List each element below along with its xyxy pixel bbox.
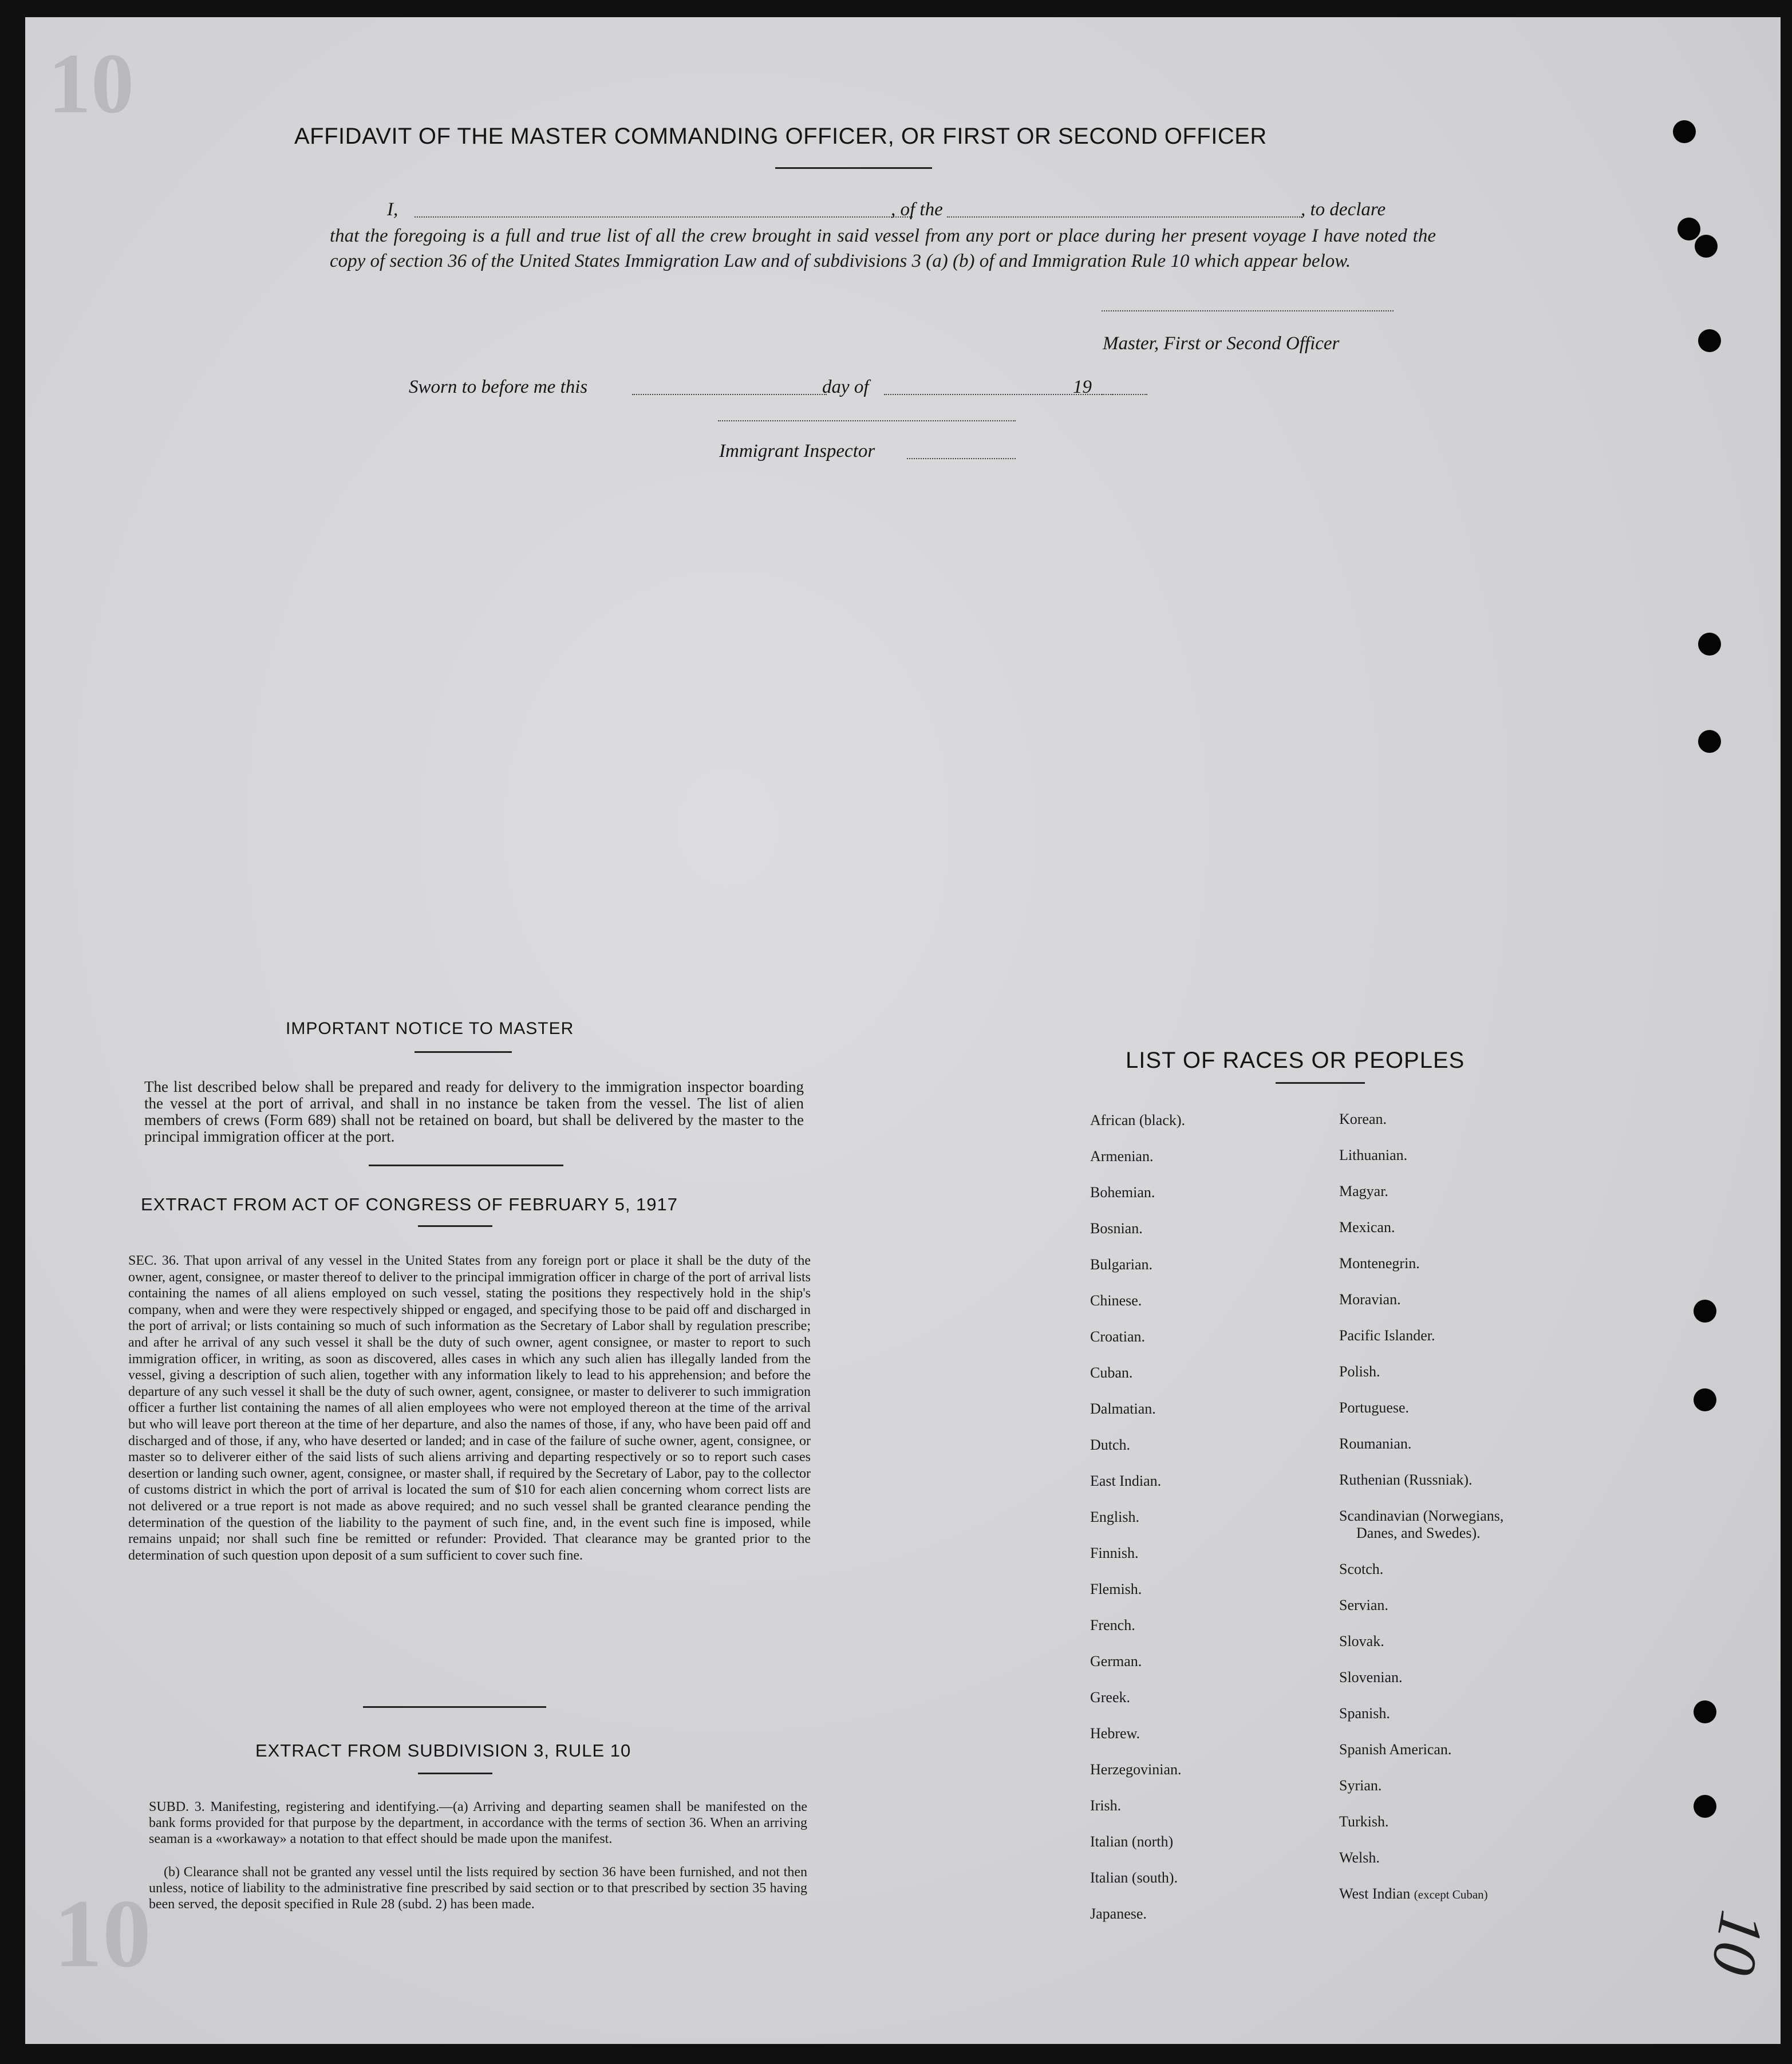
notice-underline (415, 1051, 512, 1053)
race-item: Bosnian. (1090, 1220, 1143, 1237)
race-item: Scotch. (1339, 1561, 1384, 1577)
race-item: Italian (south). (1090, 1869, 1178, 1886)
vessel-blank[interactable] (947, 216, 1302, 218)
race-item: Dalmatian. (1090, 1400, 1156, 1417)
punch-hole (1695, 235, 1718, 258)
affidavit-to-declare: , to declare (1301, 199, 1386, 220)
act-divider (363, 1706, 546, 1708)
race-item: Portuguese. (1339, 1399, 1410, 1416)
race-item-continued: Danes, and Swedes). (1356, 1525, 1481, 1541)
sworn-year: 19 (1073, 377, 1092, 397)
race-item: Dutch. (1090, 1436, 1131, 1453)
race-item: Scandinavian (Norwegians, (1339, 1507, 1504, 1524)
handwritten-page-number: 10 (1698, 1905, 1778, 1980)
race-item: Roumanian. (1339, 1435, 1412, 1452)
name-blank[interactable] (415, 216, 913, 218)
race-item: Chinese. (1090, 1292, 1142, 1309)
sworn-prefix: Sworn to before me this (409, 377, 588, 397)
affidavit-title: AFFIDAVIT OF THE MASTER COMMANDING OFFICER, OR FIRST OR SECOND OFFICER (294, 124, 1267, 149)
corner-stamp-bottom: 10 (54, 1880, 151, 1987)
race-item: East Indian. (1090, 1473, 1162, 1489)
race-item: Spanish. (1339, 1705, 1390, 1722)
rule-subd-a: SUBD. 3. Manifesting, registering and identifying.—(a) Arriving and departing seamen shall be manifested on the bank forms provided for that purpose by the department, in accordance with the terms of section 36. When an arriving seaman is a «workaway» a notation to that effect should be made upon the manifest. (149, 1799, 807, 1846)
race-item: Croatian. (1090, 1328, 1146, 1345)
race-item: Flemish. (1090, 1581, 1142, 1597)
race-item: Servian. (1339, 1597, 1388, 1613)
race-item: French. (1090, 1617, 1135, 1633)
punch-hole (1694, 1388, 1716, 1411)
inspector-blank[interactable] (907, 458, 1016, 459)
race-item: Japanese. (1090, 1905, 1147, 1922)
punch-hole (1694, 1700, 1716, 1723)
affidavit-of-the: , of the (891, 199, 943, 220)
punch-hole (1694, 1795, 1716, 1818)
race-item: English. (1090, 1509, 1139, 1525)
inspector-label: Immigrant Inspector (719, 441, 875, 461)
race-item (1339, 1885, 1488, 1903)
race-item: Korean. (1339, 1111, 1387, 1127)
notice-title: IMPORTANT NOTICE TO MASTER (286, 1019, 574, 1038)
act-extract-body: SEC. 36. That upon arrival of any vessel in the United States from any foreign port or place it shall be the duty of the owner, agent, consignee, or master thereof to deliver to the principal immigration officer in charge of the port of arrival lists containing the names of all aliens employed on such vessel, stating the positions they respectively hold in the ship's company, when and were they were respectively shipped or engaged, and specifying those to be paid off and discharged in the port of arrival; or lists containing so much of such information as the Secretary of Labor shall by regulation prescribe; and after he arrival of any such vessel it shall be the duty of such owner, agent consignee, or master to report to such immigration officer, in writing, as soon as discovered, alles cases in which any such alien has illegally landed from the vessel, giving a description of such alien, together with any information likely to lead to his apprehension; and before the departure of any such vessel it shall be the duty of such owner, agent, consignee, or master to deliverer to such immigration officer a further list containing the names of all alien employees who were not employed thereon at the time of the arrival but who will leave port thereon at the time of her departure, and also the names of those, if any, who have been paid off and discharged and of those, if any, who have deserted or landed; and in case of the failure of suche owner, agent, consignee, or master so to deliverer either of the said lists of such aliens arriving and departing respectively or so to report such cases desertion or landing such owner, agent, consignee, or master shall, if required by the Secretary of Labor, pay to the collector of customs district in which the port of arrival is located the sum of $10 for each alien concerning whom correct lists are not delivered or a true report is not made as above required; and no such vessel shall be granted clearance pending the determination of the question of the liability to the payment of such fine, and, in the event such fine is imposed, while remains unpaid; nor shall such fine be remitted or refunder: Provided. That clearance may be granted prior to the determination of such question upon deposit of a sum sufficient to cover such fine. (128, 1253, 811, 1563)
race-item: Pacific Islander. (1339, 1327, 1435, 1344)
inspector-signature-blank[interactable] (718, 420, 1016, 421)
race-item: German. (1090, 1653, 1142, 1670)
rule-subd-b: (b) Clearance shall not be granted any vessel until the lists required by section 36 have been furnished, and not then unless, notice of liability to the administrative fine prescribed by said section or to that prescribed by section 35 having been served, the deposit specified in Rule 28 (subd. 2) has been made. (149, 1865, 807, 1912)
rule-extract-title: EXTRACT FROM SUBDIVISION 3, RULE 10 (255, 1741, 631, 1761)
race-item: Bohemian. (1090, 1184, 1155, 1201)
race-item: Ruthenian (Russniak). (1339, 1471, 1473, 1488)
race-item: Greek. (1090, 1689, 1131, 1706)
affidavit-body: that the foregoing is a full and true list of all the crew brought in said vessel from any port or place during her present voyage I have noted the copy of section 36 of the United States Immigration Law and of subdivisions 3 (a) (b) of and Immigration Rule 10 which appear below. (330, 226, 1436, 271)
sworn-day-blank[interactable] (632, 394, 827, 395)
sworn-year-blank[interactable] (1102, 394, 1147, 395)
notice-body: The list described below shall be prepared and ready for delivery to the immigration inspector boarding the vessel at the port of arrival, and shall in no instance be taken from the vessel. The list of alien members of crews (Form 689) shall not be retained on board, but shall be delivered by the master to the principal immigration officer at the port. (144, 1078, 804, 1145)
race-item: Armenian. (1090, 1148, 1154, 1165)
race-item: Welsh. (1339, 1849, 1380, 1866)
punch-hole (1694, 1300, 1716, 1323)
race-item: Magyar. (1339, 1183, 1388, 1199)
race-item: Irish. (1090, 1797, 1122, 1814)
signature-blank[interactable] (1102, 310, 1394, 311)
race-item: Herzegovinian. (1090, 1761, 1182, 1778)
race-item: Mexican. (1339, 1219, 1395, 1236)
notice-divider (369, 1165, 563, 1166)
punch-hole (1698, 633, 1721, 656)
race-item: Polish. (1339, 1363, 1380, 1380)
race-item: African (black). (1090, 1112, 1186, 1128)
race-item: Finnish. (1090, 1545, 1139, 1561)
race-item: Turkish. (1339, 1813, 1389, 1830)
race-item: Spanish American. (1339, 1741, 1452, 1758)
act-underline (418, 1225, 492, 1227)
races-underline (1276, 1082, 1365, 1084)
race-item: Lithuanian. (1339, 1147, 1408, 1163)
race-item: Slovenian. (1339, 1669, 1403, 1686)
corner-stamp-top: 10 (48, 36, 134, 131)
race-item: Montenegrin. (1339, 1255, 1420, 1272)
races-title: LIST OF RACES OR PEOPLES (1126, 1048, 1465, 1073)
race-item: Moravian. (1339, 1291, 1401, 1308)
punch-hole (1698, 730, 1721, 753)
race-west-indian: West Indian (1339, 1885, 1411, 1902)
act-extract-title: EXTRACT FROM ACT OF CONGRESS OF FEBRUARY 5, 1917 (141, 1194, 678, 1214)
race-item: Slovak. (1339, 1633, 1384, 1649)
affidavit-i: I, (387, 199, 398, 220)
race-item: Cuban. (1090, 1364, 1133, 1381)
form-page (25, 17, 1781, 2044)
punch-hole (1698, 329, 1721, 352)
punch-hole (1673, 120, 1696, 143)
signature-label: Master, First or Second Officer (1103, 333, 1340, 354)
race-item: Bulgarian. (1090, 1256, 1153, 1273)
rule-underline (418, 1773, 492, 1774)
sworn-day-label: day of (822, 377, 869, 397)
race-item: Syrian. (1339, 1777, 1382, 1794)
race-item: Hebrew. (1090, 1725, 1140, 1742)
race-west-indian-note: (except Cuban) (1414, 1888, 1488, 1901)
punch-hole (1677, 218, 1700, 240)
title-underline (775, 167, 932, 169)
race-item: Italian (north) (1090, 1833, 1174, 1850)
